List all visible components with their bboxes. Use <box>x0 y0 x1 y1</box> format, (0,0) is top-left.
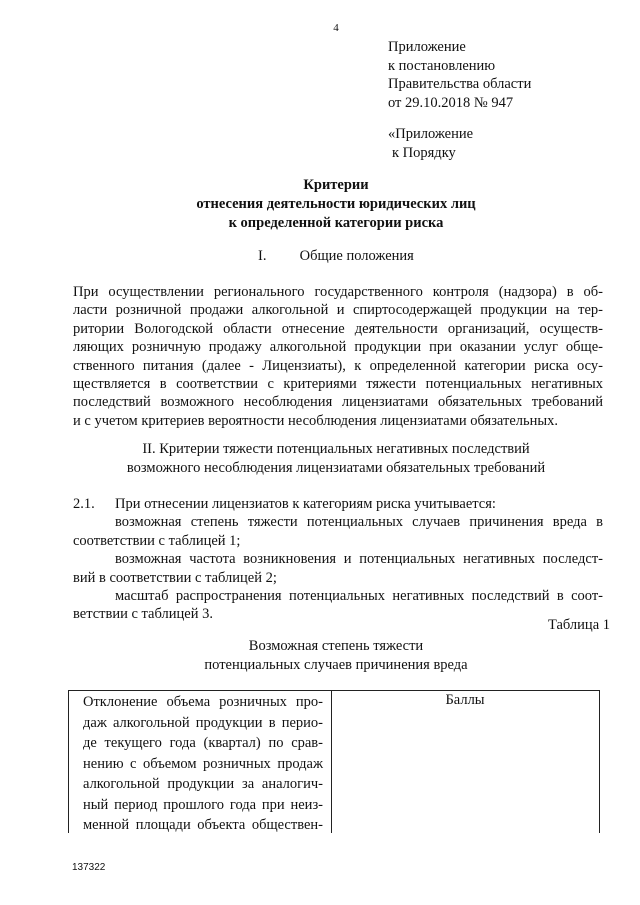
document-code: 137322 <box>72 862 106 873</box>
section-2-line: II. Критерии тяжести потенциальных негативных последствий <box>142 441 530 457</box>
paragraph-line: ственного питания (далее - Лицензиаты), к определенной категории риска осу- <box>73 357 603 374</box>
paragraph-line: и с учетом критериев вероятности несоблюдения лицензиатами обязательных. <box>73 412 558 429</box>
title-line: отнесения деятельности юридических лиц <box>196 196 476 212</box>
section-number: I. <box>258 248 267 264</box>
clause-number: 2.1. <box>73 496 95 512</box>
approval-line: Приложение <box>388 39 466 55</box>
paragraph-line: последствий возможного несоблюдения лицензиатами обязательных требований <box>73 394 603 411</box>
paragraph-2-1 <box>73 495 603 624</box>
cell-line: Отклонение объема розничных про- <box>83 694 323 710</box>
cell-line: ный период прошлого года при неиз- <box>83 796 323 813</box>
table-label: Таблица 1 <box>547 617 610 633</box>
section-title: Общие положения <box>299 248 414 264</box>
table-title-line: Возможная степень тяжести <box>248 638 424 654</box>
approval-block <box>388 38 531 162</box>
approval-line: к постановлению <box>388 57 496 74</box>
section-2-heading <box>0 440 640 478</box>
approval-line: Правительства области <box>388 76 532 92</box>
table-title-line: потенциальных случаев причинения вреда <box>204 657 468 673</box>
approval-subline: «Приложение <box>388 126 474 142</box>
paragraph-line: При осуществлении регионального государственного контроля (надзора) в об- <box>73 284 603 300</box>
clause-line: соответствии с таблицей 1; <box>73 532 241 549</box>
section-1-heading <box>258 248 414 265</box>
table-cell-criterion <box>69 691 332 833</box>
clause-lead-text: При отнесении лицензиатов к категориям риска учитывается: <box>115 496 496 512</box>
criteria-table <box>68 690 600 833</box>
cell-line: менной площади объекта обществен- <box>83 817 323 833</box>
approval-line: от 29.10.2018 № 947 <box>388 94 514 111</box>
page-number: 4 <box>333 22 339 34</box>
clause-lead <box>73 495 603 513</box>
approval-subline: к Порядку <box>392 144 456 161</box>
clause-line: вий в соответствии с таблицей 2; <box>73 569 277 586</box>
paragraph-line: ритории Вологодской области отнесение деятельности организаций, осуществ- <box>73 320 603 337</box>
document-title <box>0 176 640 233</box>
title-line: к определенной категории риска <box>228 215 444 231</box>
paragraph-general <box>73 283 603 430</box>
cell-line: де текущего года (квартал) по срав- <box>83 735 323 751</box>
clause-line: масштаб распространения потенциальных негативных последствий в соот- <box>115 588 603 605</box>
cell-line: алкогольной продукции за аналогич- <box>83 776 323 792</box>
table-header-points: Баллы <box>445 692 485 708</box>
clause-line: возможная частота возникновения и потенциальных негативных последст- <box>115 551 603 568</box>
paragraph-line: ласти розничной продажи алкогольной и спиртосодержащей продукции на тер- <box>73 302 603 319</box>
cell-line: нению с объемом розничных продаж <box>83 755 323 772</box>
clause-line: ветствии с таблицей 3. <box>73 606 213 623</box>
paragraph-line: ляющих розничную продажу алкогольной продукции при оказании услуг обще- <box>73 339 603 356</box>
paragraph-line: ществляется в соответствии с критериями тяжести потенциальных негативных <box>73 376 603 393</box>
table-title <box>0 637 640 675</box>
cell-line: даж алкогольной продукции в перио- <box>83 714 323 731</box>
clause-line: возможная степень тяжести потенциальных случаев причинения вреда в <box>115 514 603 531</box>
section-2-line: возможного несоблюдения лицензиатами обязательных требований <box>126 460 546 476</box>
title-line: Критерии <box>303 177 369 193</box>
